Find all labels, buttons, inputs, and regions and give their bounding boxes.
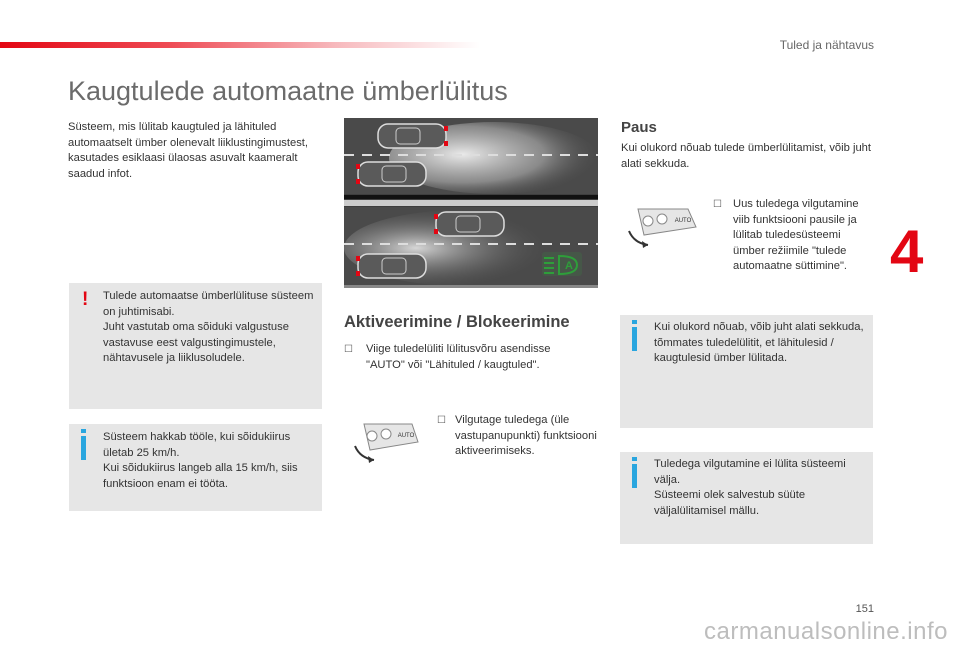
chapter-number: 4	[890, 218, 924, 285]
bullet-marker-icon: ☐	[437, 415, 446, 426]
warning-line-1: Tulede automaatse ümberlülituse süsteem on juhtimisabi.	[103, 290, 314, 318]
car-own-bottom	[356, 254, 426, 278]
activation-step-1-text: Viige tuledelüliti lülitusvõru asendisse "AUTO" või "Lähituled / kaugtuled".	[366, 343, 551, 371]
bullet-marker-icon: ☐	[344, 344, 353, 355]
auto-high-beam-badge	[542, 252, 582, 276]
section-label: Tuled ja nähtavus	[779, 38, 874, 52]
car-front-bottom	[434, 212, 504, 236]
pause-text: Kui olukord nõuab tulede ümberlülitamist, võib juht alati sekkuda.	[621, 142, 871, 170]
warning-icon: !	[82, 289, 89, 310]
activation-step-1	[344, 342, 584, 373]
page-number: 151	[855, 603, 874, 615]
intro-paragraph: Süsteem, mis lülitab kaugtuled ja lähituled automaatselt ümber olenevalt liiklustingimustest, kasutades esiklaasi ülaosas asuvalt kaameralt saadud infot.	[68, 121, 309, 180]
pause-title: Paus	[621, 119, 657, 136]
light-switch-illustration	[352, 416, 422, 464]
light-switch-pause-illustration	[626, 203, 702, 249]
memory-line-2: Süsteemi olek salvestub süüte väljalülitamisel mällu.	[654, 489, 806, 517]
speed-line-1: Süsteem hakkab tööle, kui sõidukiirus ületab 25 km/h.	[103, 431, 291, 459]
lever-auto-label: AUTO	[397, 433, 415, 439]
info-note-pause	[620, 315, 873, 428]
info-icon	[632, 327, 637, 351]
memory-line-1: Tuledega vilgutamine ei lülita süsteemi välja.	[654, 458, 846, 486]
badge-letter: A	[565, 260, 573, 272]
warning-note	[69, 283, 322, 409]
activation-title: Aktiveerimine / Blokeerimine	[344, 313, 570, 331]
header-accent-bar	[0, 42, 480, 48]
page-title: Kaugtulede automaatne ümberlülitus	[68, 76, 508, 106]
info-note-memory	[620, 452, 873, 544]
info-icon	[81, 436, 86, 460]
info-note-speed	[69, 424, 322, 511]
car-own-top	[356, 162, 426, 186]
activation-step-2	[437, 413, 602, 460]
pause-bullet	[713, 197, 873, 275]
lever-auto-label: AUTO	[674, 218, 692, 224]
car-oncoming-top	[378, 124, 448, 148]
speed-line-2: Kui sõidukiirus langeb alla 15 km/h, siis funktsioon enam ei tööta.	[103, 462, 298, 490]
pause-bullet-text: Uus tuledega vilgutamine viib funktsiooni pausile ja lülitab tuledesüsteemi ümber režiimile "tulede automaatne süttimine".	[733, 198, 859, 272]
info-note-pause-text: Kui olukord nõuab, võib juht alati sekkuda, tõmmates tuledelülitit, et lähitulesid / kaugtulesid ümber lülitada.	[654, 321, 864, 364]
warning-line-2: Juht vastutab oma sõiduki valgustuse vastavuse eest valgustingimustele, nähtavusele ja liiklusoludele.	[103, 321, 289, 364]
bullet-marker-icon: ☐	[713, 199, 722, 210]
info-icon	[632, 464, 637, 488]
road-illustration	[344, 118, 598, 288]
watermark-text: carmanualsonline.info	[704, 618, 948, 645]
activation-step-2-text: Vilgutage tuledega (üle vastupanupunkti) funktsiooni aktiveerimiseks.	[455, 414, 597, 457]
